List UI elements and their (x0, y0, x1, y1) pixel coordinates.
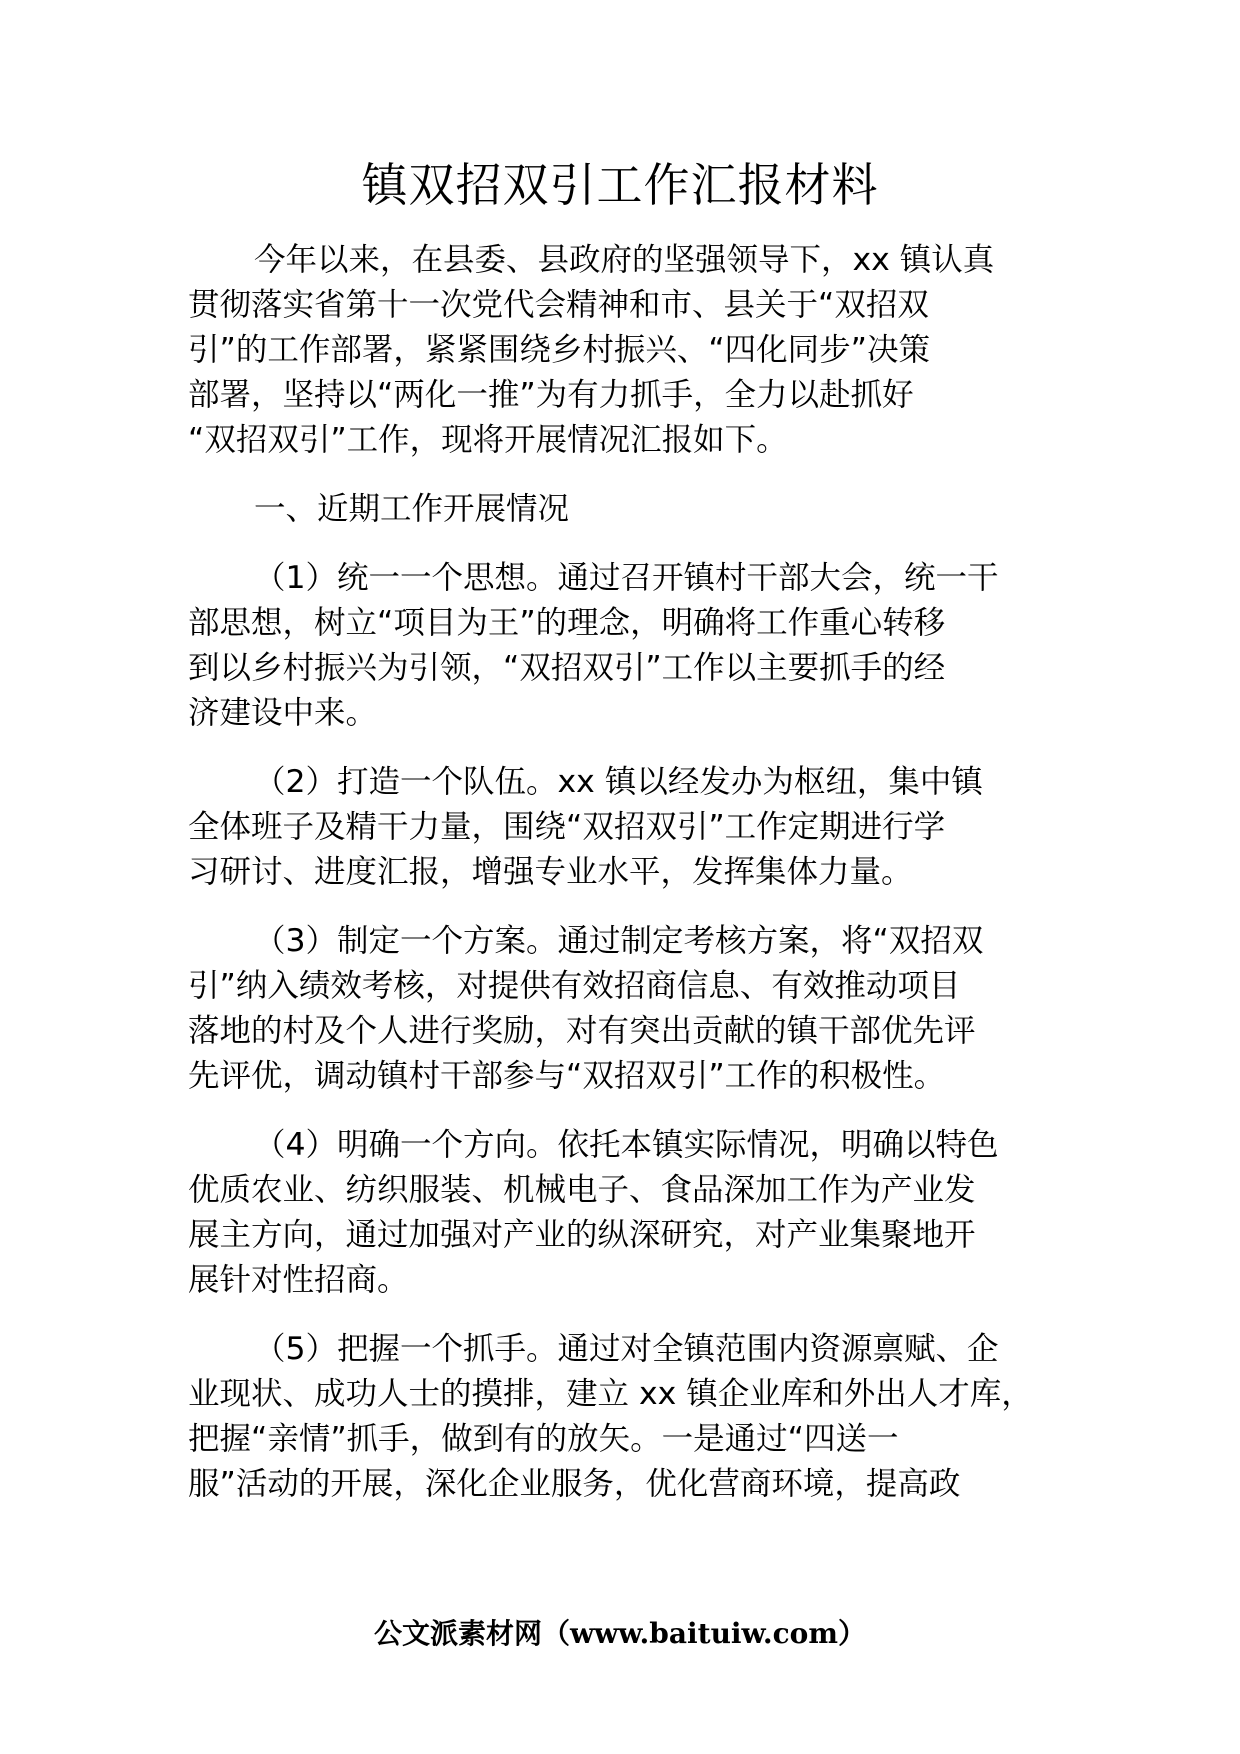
paragraph-item-1 (188, 556, 1068, 736)
paragraph-item-4 (188, 1123, 1068, 1303)
paragraph-intro (188, 238, 1068, 463)
text-line: （3）制定一个方案。通过制定考核方案，将“双招双 (254, 923, 984, 959)
text-line: 引”的工作部署，紧紧围绕乡村振兴、“四化同步”决策 (188, 332, 930, 368)
text-line: 贯彻落实省第十一次党代会精神和市、县关于“双招双 (188, 287, 929, 323)
text-line: 服”活动的开展，深化企业服务，优化营商环境，提高政 (188, 1466, 961, 1502)
text-line: 部署，坚持以“两化一推”为有力抓手，全力以赴抓好 (188, 377, 914, 413)
text-line: （2）打造一个队伍。xx 镇以经发办为枢纽，集中镇 (254, 764, 983, 800)
text-line: 到以乡村振兴为引领，“双招双引”工作以主要抓手的经 (188, 650, 946, 686)
text-line: 习研讨、进度汇报，增强专业水平，发挥集体力量。 (188, 854, 913, 890)
text-line: 全体班子及精干力量，围绕“双招双引”工作定期进行学 (188, 809, 946, 845)
paragraph-item-3 (188, 919, 1068, 1099)
text-line: （1）统一一个思想。通过召开镇村干部大会，统一干 (254, 560, 999, 596)
text-line: 部思想，树立“项目为王”的理念，明确将工作重心转移 (188, 605, 946, 641)
paragraph-item-2 (188, 760, 1068, 895)
document-body (188, 238, 1068, 1531)
text-line: 展针对性招商。 (188, 1262, 409, 1298)
text-line: “双招双引”工作，现将开展情况汇报如下。 (188, 422, 788, 458)
section-heading-text: 一、近期工作开展情况 (254, 491, 570, 527)
text-line: 今年以来，在县委、县政府的坚强领导下，xx 镇认真 (254, 242, 995, 278)
text-line: 优质农业、纺织服装、机械电子、食品深加工作为产业发 (188, 1172, 976, 1208)
text-line: 先评优，调动镇村干部参与“双招双引”工作的积极性。 (188, 1058, 946, 1094)
text-line: 业现状、成功人士的摸排，建立 xx 镇企业库和外出人才库， (188, 1376, 1033, 1412)
footer-source: 公文派素材网（www.baituiw.com） (374, 1617, 866, 1650)
text-line: 展主方向，通过加强对产业的纵深研究，对产业集聚地开 (188, 1217, 976, 1253)
text-line: 落地的村及个人进行奖励，对有突出贡献的镇干部优先评 (188, 1013, 976, 1049)
paragraph-item-5 (188, 1327, 1068, 1507)
text-line: 引”纳入绩效考核，对提供有效招商信息、有效推动项目 (188, 968, 961, 1004)
text-line: （5）把握一个抓手。通过对全镇范围内资源禀赋、企 (254, 1331, 999, 1367)
text-line: （4）明确一个方向。依托本镇实际情况，明确以特色 (254, 1127, 999, 1163)
text-line: 济建设中来。 (188, 695, 378, 731)
document-title: 镇双招双引工作汇报材料 (361, 158, 879, 212)
section-heading (188, 487, 1068, 532)
text-line: 把握“亲情”抓手，做到有的放矢。一是通过“四送一 (188, 1421, 899, 1457)
